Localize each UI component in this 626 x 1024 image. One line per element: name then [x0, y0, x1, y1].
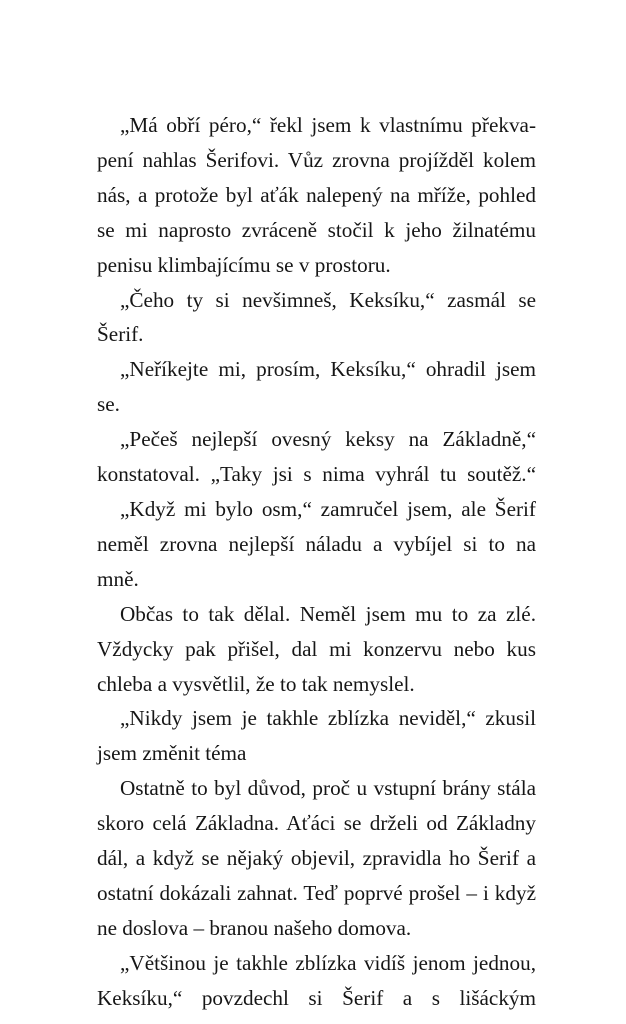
paragraph: „Většinou je takhle zblízka vidíš jenom jednou, Keksíku,“ povzdechl si Šerif a s lišáckým: [97, 950, 536, 1010]
page-text-block: [97, 108, 536, 1016]
paragraph: Ostatně to byl důvod, proč u vstupní brány stála skoro celá Základna. Aťáci se drželi od Základny dál, a když se nějaký objevil, zpravidla ho Šerif a ostatní dokázali zahnat. Teď poprvé prošel – i když ne doslova – branou našeho domova.: [97, 776, 536, 940]
paragraph: „Když mi bylo osm,“ zamručel jsem, ale Šerif neměl zrovna nejlepší náladu a vybíjel si to na mně.: [97, 496, 536, 591]
paragraph: „Čeho ty si nevšimneš, Keksíku,“ zasmál se Šerif.: [97, 287, 536, 347]
paragraph: „Neříkejte mi, prosím, Keksíku,“ ohradil jsem se.: [97, 357, 536, 417]
paragraph: „Nikdy jsem je takhle zblízka neviděl,“ zkusil jsem změnit téma: [97, 706, 536, 766]
paragraph: Občas to tak dělal. Neměl jsem mu to za zlé. Vždycky pak přišel, dal mi konzervu nebo kus chleba a vysvětlil, že to tak nemyslel.: [97, 601, 536, 696]
paragraph: „Pečeš nejlepší ovesný keksy na Základně,“ konstatoval. „Taky jsi s nima vyhrál tu soutěž.“: [97, 427, 536, 487]
paragraph: „Má obří péro,“ řekl jsem k vlastnímu překvapení nahlas Šerifovi. Vůz zrovna projížděl kolem nás, a protože byl aťák nalepený na mříže, pohled se mi naprosto zvráceně stočil k jeho žilnatému penisu klimbajícímu se v prostoru.: [97, 113, 536, 277]
